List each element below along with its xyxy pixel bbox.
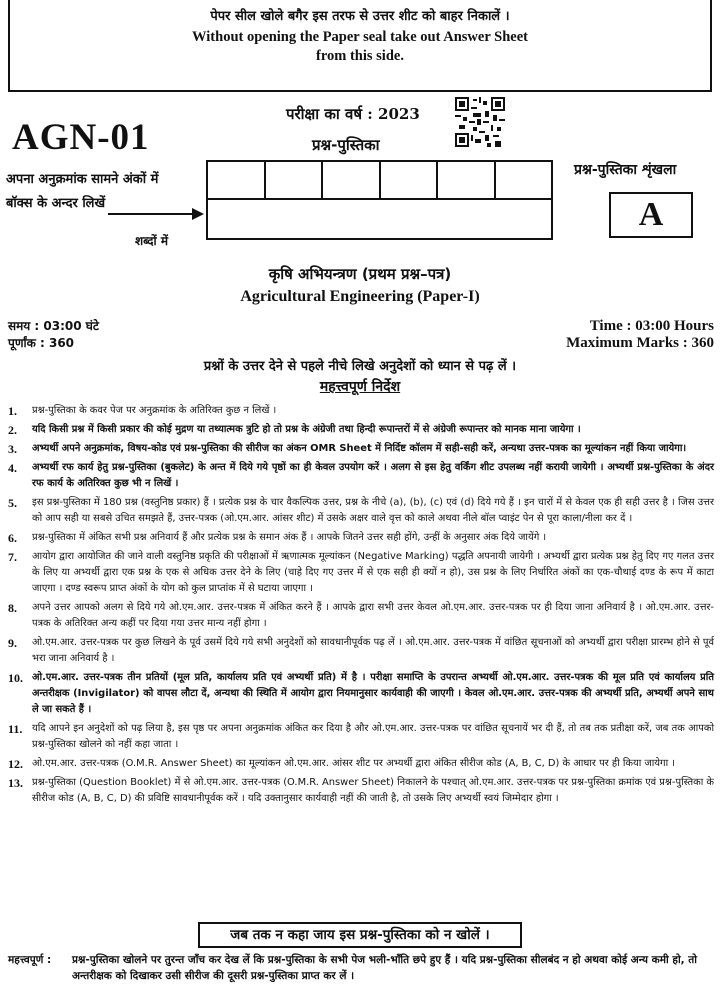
paper-code: AGN-01 [12, 117, 150, 158]
instruction-text: अभ्यर्थी रफ कार्य हेतु प्रश्न-पुस्तिका (बुकलेट) के अन्त में दिये गये पृष्ठों का ही केवल उपयोग करें । अलग से इस हेतु वर्किंग शीट उपलब्ध नहीं करायी जायेगी । अभ्यर्थी प्रश्न-पुस्तिका के अंदर रफ कार्य के अतिरिक्त कुछ भी न लिखें । [32, 462, 714, 489]
instruction-number: 5. [8, 496, 17, 510]
instruction-item [8, 495, 714, 527]
instruction-number: 7. [8, 550, 17, 564]
instruction-number: 1. [8, 404, 17, 418]
instruction-number: 12. [8, 757, 23, 771]
instruction-text: अभ्यर्थी अपने अनुक्रमांक, विषय-कोड एवं प्रश्न-पुस्तिका की सीरीज का अंकन OMR Sheet में निर्दिष्ट कॉलम में सही-सही करें, अन्यथा उत्तर-पत्रक का मूल्यांकन नहीं किया जायेगा। [32, 443, 687, 454]
roll-instruction-line1: अपना अनुक्रमांक सामने अंकों में [6, 172, 159, 187]
seal-notice-box [8, 0, 712, 92]
exam-year: परीक्षा का वर्ष : 2023 [286, 105, 420, 123]
booklet-label: प्रश्न-पुस्तिका [312, 136, 380, 154]
series-value: A [609, 192, 693, 238]
instruction-text: प्रश्न-पुस्तिका में अंकित सभी प्रश्न अनिवार्य हैं और प्रत्येक प्रश्न के समान अंक हैं । आपके जितने उत्तर सही होंगे, उन्हीं के अनुसार अंक दिये जायेंगे । [32, 532, 547, 543]
roll-number-grid[interactable] [206, 160, 553, 240]
instruction-item [8, 441, 714, 457]
instruction-text: प्रश्न-पुस्तिका के कवर पेज पर अनुक्रमांक के अतिरिक्त कुछ न लिखें । [32, 405, 277, 416]
subject-english: Agricultural Engineering (Paper-I) [240, 288, 480, 305]
instruction-number: 9. [8, 636, 17, 650]
instruction-item [8, 721, 714, 753]
read-instructions-note: प्रश्नों के उत्तर देने से पहले नीचे लिखे अनुदेशों को ध्यान से पढ़ लें । [203, 359, 517, 374]
footer-important-note [8, 952, 716, 984]
timing-hindi [8, 318, 99, 352]
instruction-item [8, 600, 714, 632]
roll-digit-box[interactable] [381, 162, 439, 198]
subject-hindi: कृषि अभियन्त्रण (प्रथम प्रश्न–पत्र) [268, 265, 452, 283]
instruction-text: यदि आपने इन अनुदेशों को पढ़ लिया है, इस पृष्ठ पर अपना अनुक्रमांक अंकित कर दिया है और ओ.एम.आर. उत्तर-पत्रक पर वांछित सूचनायें भर दी हैं, तो तब तक प्रतीक्षा करें, जब तक आपको प्रश्न-पुस्तिका खोलने को नहीं कहा जाता । [32, 723, 714, 750]
seal-notice-hindi: पेपर सील खोले बगैर इस तरफ से उत्तर शीट को बाहर निकालें । [210, 9, 510, 24]
marks-english: Maximum Marks : 360 [566, 335, 714, 351]
instruction-item [8, 775, 714, 807]
instruction-number: 13. [8, 776, 23, 790]
instruction-item [8, 530, 714, 546]
instruction-text: ओ.एम.आर. उत्तर-पत्रक (O.M.R. Answer Sheet) का मूल्यांकन ओ.एम.आर. आंसर शीट पर अभ्यर्थी द्वारा अंकित सीरीज कोड (A, B, C, D) के आधार पर ही किया जायेगा । [32, 758, 676, 769]
roll-number-digits-row [208, 162, 551, 200]
instruction-item [8, 422, 714, 438]
arrow-right-icon [108, 207, 204, 221]
instruction-item [8, 756, 714, 772]
roll-digit-box[interactable] [208, 162, 266, 198]
instructions-list [8, 403, 714, 810]
in-words-label: शब्दों में [135, 234, 168, 248]
do-not-open-notice: जब तक न कहा जाय इस प्रश्न-पुस्तिका को न खोलें । [198, 922, 522, 948]
instruction-number: 3. [8, 442, 17, 456]
instruction-number: 4. [8, 461, 17, 475]
seal-notice-english-1: Without opening the Paper seal take out Answer Sheet [192, 29, 528, 45]
seal-notice-english-2: from this side. [316, 48, 404, 64]
instruction-number: 11. [8, 722, 23, 736]
instruction-text: प्रश्न-पुस्तिका (Question Booklet) में से ओ.एम.आर. उत्तर-पत्रक (O.M.R. Answer Sheet) निकालने के पश्चात् ओ.एम.आर. उत्तर-पत्रक पर प्रश्न-पुस्तिका क्रमांक एवं प्रश्न-पुस्तिका के सीरीज कोड (A, B, C, D) की प्रविष्टि सावधानीपूर्वक करें । यदि उक्तानुसार कार्यवाही नहीं की जाती है, तो उसके लिए अभ्यर्थी स्वयं जिम्मेदार होगा । [32, 777, 714, 804]
instruction-text: इस प्रश्न-पुस्तिका में 180 प्रश्न (वस्तुनिष्ठ प्रकार) हैं । प्रत्येक प्रश्न के चार वैकल्पिक उत्तर, प्रश्न के नीचे (a), (b), (c) एवं (d) दिये गये हैं । इन चारों में से केवल एक ही सही उत्तर है । जिस उत्तर को आप सही या सबसे उचित समझते हैं, उत्तर-पत्रक (ओ.एम.आर. आंसर शीट) में उसके अक्षर वाले वृत्त को काले अथवा नीले बॉल प्वाइंट पेन से पूरा काला/नीला कर दें । [32, 497, 714, 524]
roll-digit-box[interactable] [496, 162, 552, 198]
time-hindi: समय : 03:00 घंटे [8, 319, 99, 333]
marks-hindi: पूर्णांक : 360 [8, 336, 75, 350]
instruction-item [8, 460, 714, 492]
instruction-number: 6. [8, 531, 17, 545]
roll-digit-box[interactable] [438, 162, 496, 198]
series-label: प्रश्न-पुस्तिका शृंखला [574, 162, 677, 178]
roll-digit-box[interactable] [323, 162, 381, 198]
instruction-text: आयोग द्वारा आयोजित की जाने वाली वस्तुनिष्ठ प्रकृति की परीक्षाओं में ऋणात्मक मूल्यांकन (Negative Marking) पद्धति अपनायी जायेगी । अभ्यर्थी द्वारा प्रत्येक प्रश्न हेतु दिए गए गलत उत्तर के लिए या अभ्यर्थी द्वारा एक प्रश्न के एक से अधिक उत्तर देने के लिए (चाहे दिए गए उत्तर में से एक सही ही क्यों न हो), उस प्रश्न के लिए निर्धारित अंकों का एक-चौथाई दण्ड के रूप में काटा जाएगा । दण्ड स्वरूप प्राप्त अंकों के योग को कुल प्राप्तांक में से घटाया जाएगा । [32, 551, 714, 594]
instruction-item [8, 403, 714, 419]
instruction-text: अपने उत्तर आपको अलग से दिये गये ओ.एम.आर. उत्तर-पत्रक में अंकित करने हैं । आपके द्वारा सभी उत्तर केवल ओ.एम.आर. उत्तर-पत्रक पर ही दिया जाना अनिवार्य है । ओ.एम.आर. उत्तर-पत्रक के अतिरिक्त अन्य कहीं पर दिया गया उत्तर मान्य नहीं होगा । [32, 602, 714, 629]
instruction-item [8, 549, 714, 597]
instruction-number: 8. [8, 601, 17, 615]
instruction-text: ओ.एम.आर. उत्तर-पत्रक तीन प्रतियों (मूल प्रति, कार्यालय प्रति एवं अभ्यर्थी प्रति) में है । परीक्षा समाप्ति के उपरान्त अभ्यर्थी ओ.एम.आर. उत्तर-पत्रक की मूल प्रति एवं कार्यालय प्रति अन्तरीक्षक (Invigilator) को वापस लौटा दें, अन्यथा की स्थिति में आयोग द्वारा नियमानुसार कार्यवाही की जाएगी । केवल ओ.एम.आर. उत्तर-पत्रक की अभ्यर्थी प्रति, अभ्यर्थी अपने साथ ले जा सकते हैं । [32, 672, 714, 715]
timing-english [566, 318, 714, 352]
instruction-number: 10. [8, 671, 23, 685]
footer-text: प्रश्न-पुस्तिका खोलने पर तुरन्त जाँच कर देख लें कि प्रश्न-पुस्तिका के सभी पेज भली-भाँति छपे हुए हैं । यदि प्रश्न-पुस्तिका सीलबंद न हो अथवा कोई अन्य कमी हो, तो अन्तरीक्षक को दिखाकर उसी सीरीज की दूसरी प्रश्न-पुस्तिका प्राप्त कर लें । [72, 954, 698, 982]
roll-instruction-line2: बॉक्स के अन्दर लिखें [6, 196, 106, 211]
instruction-item [8, 670, 714, 718]
instruction-number: 2. [8, 423, 17, 437]
instruction-text: यदि किसी प्रश्न में किसी प्रकार की कोई मुद्रण या तथ्यात्मक त्रुटि हो तो प्रश्न के अंग्रेजी तथा हिन्दी रूपान्तरों में से अंग्रेजी रूपान्तर को मानक माना जायेगा । [32, 424, 581, 435]
footer-label: महत्त्वपूर्ण : [8, 954, 52, 966]
roll-digit-box[interactable] [266, 162, 324, 198]
instruction-text: ओ.एम.आर. उत्तर-पत्रक पर कुछ लिखने के पूर्व उसमें दिये गये सभी अनुदेशों को सावधानीपूर्वक पढ़ लें । ओ.एम.आर. उत्तर-पत्रक में वांछित सूचनाओं को अभ्यर्थी द्वारा परीक्षा प्रारम्भ होने से पूर्व भरा जाना अनिवार्य है । [32, 637, 714, 664]
important-instructions-heading: महत्त्वपूर्ण निर्देश [319, 379, 401, 395]
time-english: Time : 03:00 Hours [589, 318, 714, 334]
qr-code-icon [455, 97, 505, 147]
instruction-item [8, 635, 714, 667]
